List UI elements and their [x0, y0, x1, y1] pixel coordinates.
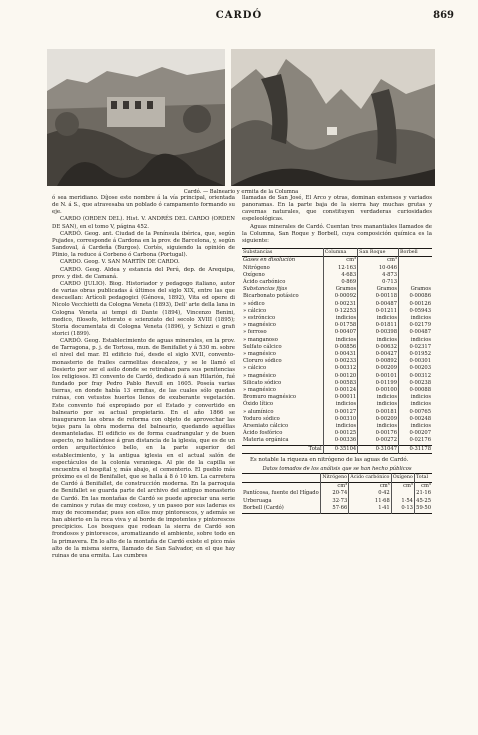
photo-balneario — [47, 49, 225, 186]
table-cell: 0·00100 — [358, 387, 399, 394]
paragraph: CARDO. Geog. V. SAN MARTÍN DE CARDO. — [60, 259, 180, 266]
table-cell: indicios — [358, 315, 399, 322]
table-cell: 0·01199 — [358, 380, 399, 387]
table-header: Total — [414, 474, 432, 483]
table-cell: indicios — [399, 423, 432, 430]
table-cell: 0·01811 — [358, 322, 399, 329]
table-cell: 0·00583 — [323, 380, 357, 387]
table-cell: 0·00301 — [399, 358, 432, 365]
table-row — [242, 380, 432, 387]
photo-ermita — [231, 49, 435, 186]
table-cell: 0·13 — [391, 505, 414, 513]
table-cell: Borbell (Cardó) — [243, 505, 284, 512]
table-cell: 0·00431 — [323, 351, 357, 358]
table-row — [242, 329, 432, 336]
table-cell: 4·683 — [323, 272, 357, 279]
table-cell: 59·50 — [414, 505, 432, 513]
table-cell: 0·00120 — [323, 373, 357, 380]
table-cell: 0·00310 — [323, 416, 357, 423]
table-row — [242, 416, 432, 423]
page-number: 869 — [433, 10, 454, 21]
table-cell: Gramos — [323, 286, 357, 293]
table-cell: 0·02176 — [399, 437, 432, 445]
table-cell: 0·00088 — [399, 387, 432, 394]
table-cell: Bicarbonato potásico — [243, 293, 299, 300]
table-row — [242, 445, 432, 453]
table-cell: 1·54 — [391, 498, 414, 506]
table-cell: Bromuro magnésico — [243, 394, 297, 401]
table-cell: 0·01211 — [358, 308, 399, 315]
table-row — [242, 490, 432, 498]
table-cell: 0·00856 — [323, 344, 357, 351]
composition-table — [242, 248, 432, 454]
table-cell: 0·00086 — [399, 293, 432, 300]
table2-title: Datos tomados de los análisis que se han hecho públicos — [262, 465, 412, 472]
table-row — [242, 437, 432, 445]
table-cell: Materia orgánica — [243, 437, 289, 444]
table-cell: 0·42 — [349, 490, 391, 498]
table-cell: 45·25 — [416, 497, 431, 504]
table-cell: 0·869 — [323, 279, 357, 286]
table-cell: 0·00248 — [399, 416, 432, 423]
table-row — [242, 358, 432, 365]
table-row — [242, 272, 432, 279]
table-cell: 0·01758 — [323, 322, 357, 329]
table-cell — [399, 279, 432, 286]
table-cell: 12·163 — [323, 265, 357, 272]
table-header: Oxígeno — [391, 474, 414, 483]
table-row — [242, 301, 432, 308]
table-row — [242, 257, 432, 265]
table-header: Substancias — [243, 250, 273, 256]
left-column — [52, 195, 235, 560]
table-header — [242, 474, 321, 483]
table-cell: 0·00233 — [323, 358, 357, 365]
page-header — [0, 10, 478, 26]
table-cell: 0·00312 — [323, 365, 357, 372]
table-cell: 0·05943 — [399, 308, 432, 315]
table-row — [242, 265, 432, 272]
paragraph: CARDO (ORDEN DEL). Hist. V. ANDRÉS DEL CARDO (ORDEN DE SAN), en el tomo V, página 452. — [52, 216, 235, 230]
table-cell: 0·00892 — [358, 358, 399, 365]
table-cell: » magnésico — [243, 372, 276, 379]
paragraph: CARDÓ. Geog. ant. Ciudad de la Península ibérica, que, según Pujades, corresponde á Cardona en la prov. de Barcelona, y, según Sandoval, á Cardeña (Burgos). Cortés, siguiendo la opinión de Plinio, la reduce á Corbeno ó Carbona (Portugal). — [52, 230, 235, 259]
paragraph: llamadas de San José, El Arco y otras, dominan extensos y variados panoramas. En la parte baja de la sierra hay muchas grutas y cavernas naturales, que constituyen verdaderas curiosidades espeleológicas. — [242, 195, 432, 223]
table-row — [242, 308, 432, 315]
paragraph: CARDO. Geog. Aldea y estancia del Perú, dep. de Arequipa, prov. y dist. de Camaná. — [52, 266, 235, 280]
table-cell: 0·00207 — [399, 430, 432, 437]
table-cell: » alumínico — [243, 408, 274, 415]
table-cell: 0·00765 — [399, 409, 432, 416]
table-cell: cm³ — [349, 482, 391, 490]
table-cell: indicios — [399, 315, 432, 322]
table-cell: 57·66 — [321, 505, 349, 513]
table-cell: 0·02179 — [399, 322, 432, 329]
paragraph: ó sea meridiano. Díjose este nombre á la vía principal, orientada de N. á S., que atravesaba un poblado ó campamento formando su eje. — [52, 195, 235, 216]
table-cell: » ferroso — [243, 329, 267, 336]
table-cell: Arseniato cálcico — [243, 422, 289, 429]
table-cell: 0·00176 — [358, 430, 399, 437]
running-title: CARDÓ — [215, 10, 263, 21]
table-cell: 0·00181 — [358, 409, 399, 416]
table-cell: Silicato sódico — [243, 379, 282, 386]
table-cell: Oxígeno — [243, 271, 265, 278]
table-cell: 0·00101 — [358, 373, 399, 380]
table-cell: 0·35104 — [323, 445, 357, 453]
table-cell: 0·00092 — [323, 293, 357, 300]
table-cell: cm³ — [323, 257, 357, 265]
table-cell: 20·74 — [321, 490, 349, 498]
photo-strip — [47, 49, 435, 186]
note: Es notable la riqueza en nitrógeno de las aguas de Cardó. — [250, 456, 409, 463]
table-row — [242, 409, 432, 416]
table-header: San Roque — [358, 249, 399, 257]
table-cell: indicios — [358, 394, 399, 401]
table-cell: 0·00231 — [323, 301, 357, 308]
table-cell: 0·00398 — [358, 329, 399, 336]
right-column — [242, 195, 432, 514]
table-cell: 0·00011 — [323, 394, 357, 401]
table-cell: 11·68 — [349, 498, 391, 506]
table-row — [242, 279, 432, 286]
table-cell: Pantícosa, fuente del Hígado — [243, 490, 319, 497]
table-cell — [399, 257, 432, 265]
table-cell: 0·00487 — [358, 301, 399, 308]
table-header: Columna — [323, 249, 357, 257]
comparison-table — [242, 473, 432, 514]
table-cell: 0·00487 — [399, 329, 432, 336]
table-cell: indicios — [323, 401, 357, 408]
table-cell: cm³ — [321, 482, 349, 490]
table-header: Nitrógeno — [321, 474, 349, 483]
table-cell: Ácido fosfórico — [243, 430, 283, 437]
table-cell: » cálcico — [243, 307, 267, 314]
table-header: Ácido carbónico — [349, 474, 391, 483]
table-cell: 0·00209 — [358, 365, 399, 372]
table-cell: Total — [308, 445, 322, 452]
table-cell: 0·01952 — [399, 351, 432, 358]
table-row — [242, 337, 432, 344]
table-cell: 0·00203 — [399, 365, 432, 372]
table-cell: 0·02317 — [399, 344, 432, 351]
table-cell: » estróncico — [243, 314, 276, 321]
table-cell: 0·00127 — [323, 409, 357, 416]
table-cell: 0·00118 — [358, 293, 399, 300]
table-cell: Ácido carbónico — [243, 278, 286, 285]
table-cell: 0·00126 — [399, 301, 432, 308]
table-cell: Urberuaga — [243, 497, 272, 504]
table-cell: Cloruro sódico — [243, 358, 282, 365]
paragraph: CARDO (JULIO). Biog. Historiador y pedagogo italiano, autor de varias obras publicadas á últimos del siglo XIX, entre las que descuellan: Artícoli pedagogici (Génova, 1892), Vita ed opere di Nicolo Vecchietti da Cologna Veneta (1893), Dell' arte della lana in Cologna Veneta ai tempi di Dante (1894), Vincenzo Benini, medico, filosofo, letterato e scienziato del secolo XVIII (1895); Storia documentata di Cologna Veneta (1896), y Schizzi e grafi storici (1899). — [52, 280, 235, 337]
table-cell: 0·00238 — [399, 380, 432, 387]
table-cell: 0·00312 — [399, 373, 432, 380]
table-cell: 0·00632 — [358, 344, 399, 351]
table-cell: 10·046 — [358, 265, 399, 272]
table-cell: indicios — [323, 315, 357, 322]
table-cell — [399, 272, 432, 279]
table-cell: 32·73 — [321, 498, 349, 506]
table-cell: cm³ — [414, 482, 432, 490]
table-cell: Óxido lítico — [243, 401, 274, 408]
table-cell: » magnésico — [243, 350, 276, 357]
table-cell: 4·873 — [358, 272, 399, 279]
table-cell: 0·00336 — [323, 437, 357, 445]
table-cell: Substancias fijas — [243, 286, 288, 293]
table-row — [242, 401, 432, 408]
table-cell: indicios — [323, 337, 357, 344]
table-cell: » cálcico — [243, 365, 267, 372]
table-cell: indicios — [358, 423, 399, 430]
table-cell: 0·00125 — [323, 430, 357, 437]
table-row — [242, 344, 432, 351]
table-cell: Sulfato cálcico — [243, 343, 282, 350]
table-cell: Nitrógeno — [243, 264, 270, 271]
paragraph: Aguas minerales de Cardó. Cuentan tres manantiales llamados de la Columna, San Roque y Borbell, cuya composición química es la siguiente: — [242, 223, 432, 244]
table-cell: 0·12253 — [323, 308, 357, 315]
table-cell: indicios — [399, 337, 432, 344]
paragraph: CARDÓ. Geog. Establecimiento de aguas minerales, en la prov. de Tarragona, p. j. de Tortosa, mun. de Benifallet y á 530 m. sobre el nivel del mar. El edificio fué, desde el siglo XVII, convento-monasterio de frailes carmelitas descalzos, y se le llamó el Desierto por ser el asilo donde se retiraban para sus penitencias los religiosos. El convento de Cardó, dedicado á san Hilarión, fué fundado por fray Pedro Pablo Revull en 1605. Poseía varias tierras, en donde había 13 ermitas, de las cuales sólo quedan ruinas, con vetustos huertos llenos de exuberante vegetación. Este convento fué expropiado por el Estado y convertido en balneario por su actual propietario. En el año 1866 se inauguraron las obras de reforma con objeto de aprovechar las tejas para la obra moderna del balneario, quedando aquéllas desmanteladas. El edificio es de forma cuadrangular y de buen aspecto, no hallándose á gran distancia de la iglesia, que es de un orden arquitectónico bello, en la parte superior del establecimiento, y la antigua iglesia en el actual salón de espectáculos de la colonia veraniega. Al pie de la capilla se encuentra el hospital y, más abajo, el cementerio. El pueblo más próximo es el de Benifallet, que se halla á 8 ó 10 km. La carretera de Cardó á Benifallet, de construcción moderna. En la parroquia de Benifallet se guarda parte del archivo del antiguo monasterio de Cardó. En las montañas de Cardó se puede apreciar una serie de caminos y rutas de muy costoso, y un paseo por sus laderas es muy de recomendar, pues son ellos muy pintorescos, y además se han abierto en la roca viva y al borde de impotentes y pintorescos precipicios. Los bosques que rodean la sierra de Cardó son frondosos y pintorescos, aromatizando el ambiente, sobre todo en la primavera. En lo alto de la montaña de Cardó existe el pico más alto de la misma sierra, llamado de San Salvador, en el que hay ruinas de una ermita. Las cumbres — [52, 338, 235, 559]
table-cell: 1·41 — [349, 505, 391, 513]
table-row — [242, 505, 432, 513]
table-cell: 0·00124 — [323, 387, 357, 394]
table-cell: 0·00427 — [358, 351, 399, 358]
table-cell: Gramos — [399, 286, 432, 293]
figure-caption: Cardó. — Balneario y ermita de la Columna — [183, 189, 299, 195]
table-cell: 0·31178 — [399, 445, 432, 453]
table-row — [242, 365, 432, 372]
table-cell: » manganoso — [243, 336, 278, 343]
table-cell: indicios — [358, 337, 399, 344]
table-cell: indicios — [323, 423, 357, 430]
table-cell: 0·00407 — [323, 329, 357, 336]
table-cell: 21·16 — [416, 490, 431, 497]
table-row — [242, 322, 432, 329]
table-cell: » magnésico — [243, 386, 276, 393]
table-row — [242, 293, 432, 300]
table-cell: Yoduro sódico — [243, 415, 280, 422]
table-cell: 0·00272 — [358, 437, 399, 445]
table-cell: 0·00209 — [358, 416, 399, 423]
table-cell: 0·713 — [358, 279, 399, 286]
table-cell: Gases en disolución — [243, 257, 296, 264]
table-cell: 0·31047 — [358, 445, 399, 453]
table-cell: indicios — [399, 394, 432, 401]
table-header: Borbell — [399, 249, 432, 257]
table-cell: indicios — [399, 401, 432, 408]
table-cell: Gramos — [358, 286, 399, 293]
table-cell: cm³ — [391, 482, 414, 490]
table-cell — [399, 265, 432, 272]
table-cell: cm³ — [358, 257, 399, 265]
table-cell: » magnésico — [243, 322, 276, 329]
table-cell: indicios — [358, 401, 399, 408]
table-row — [242, 373, 432, 380]
table-cell — [391, 490, 414, 498]
table-cell: » sódico — [243, 300, 265, 307]
